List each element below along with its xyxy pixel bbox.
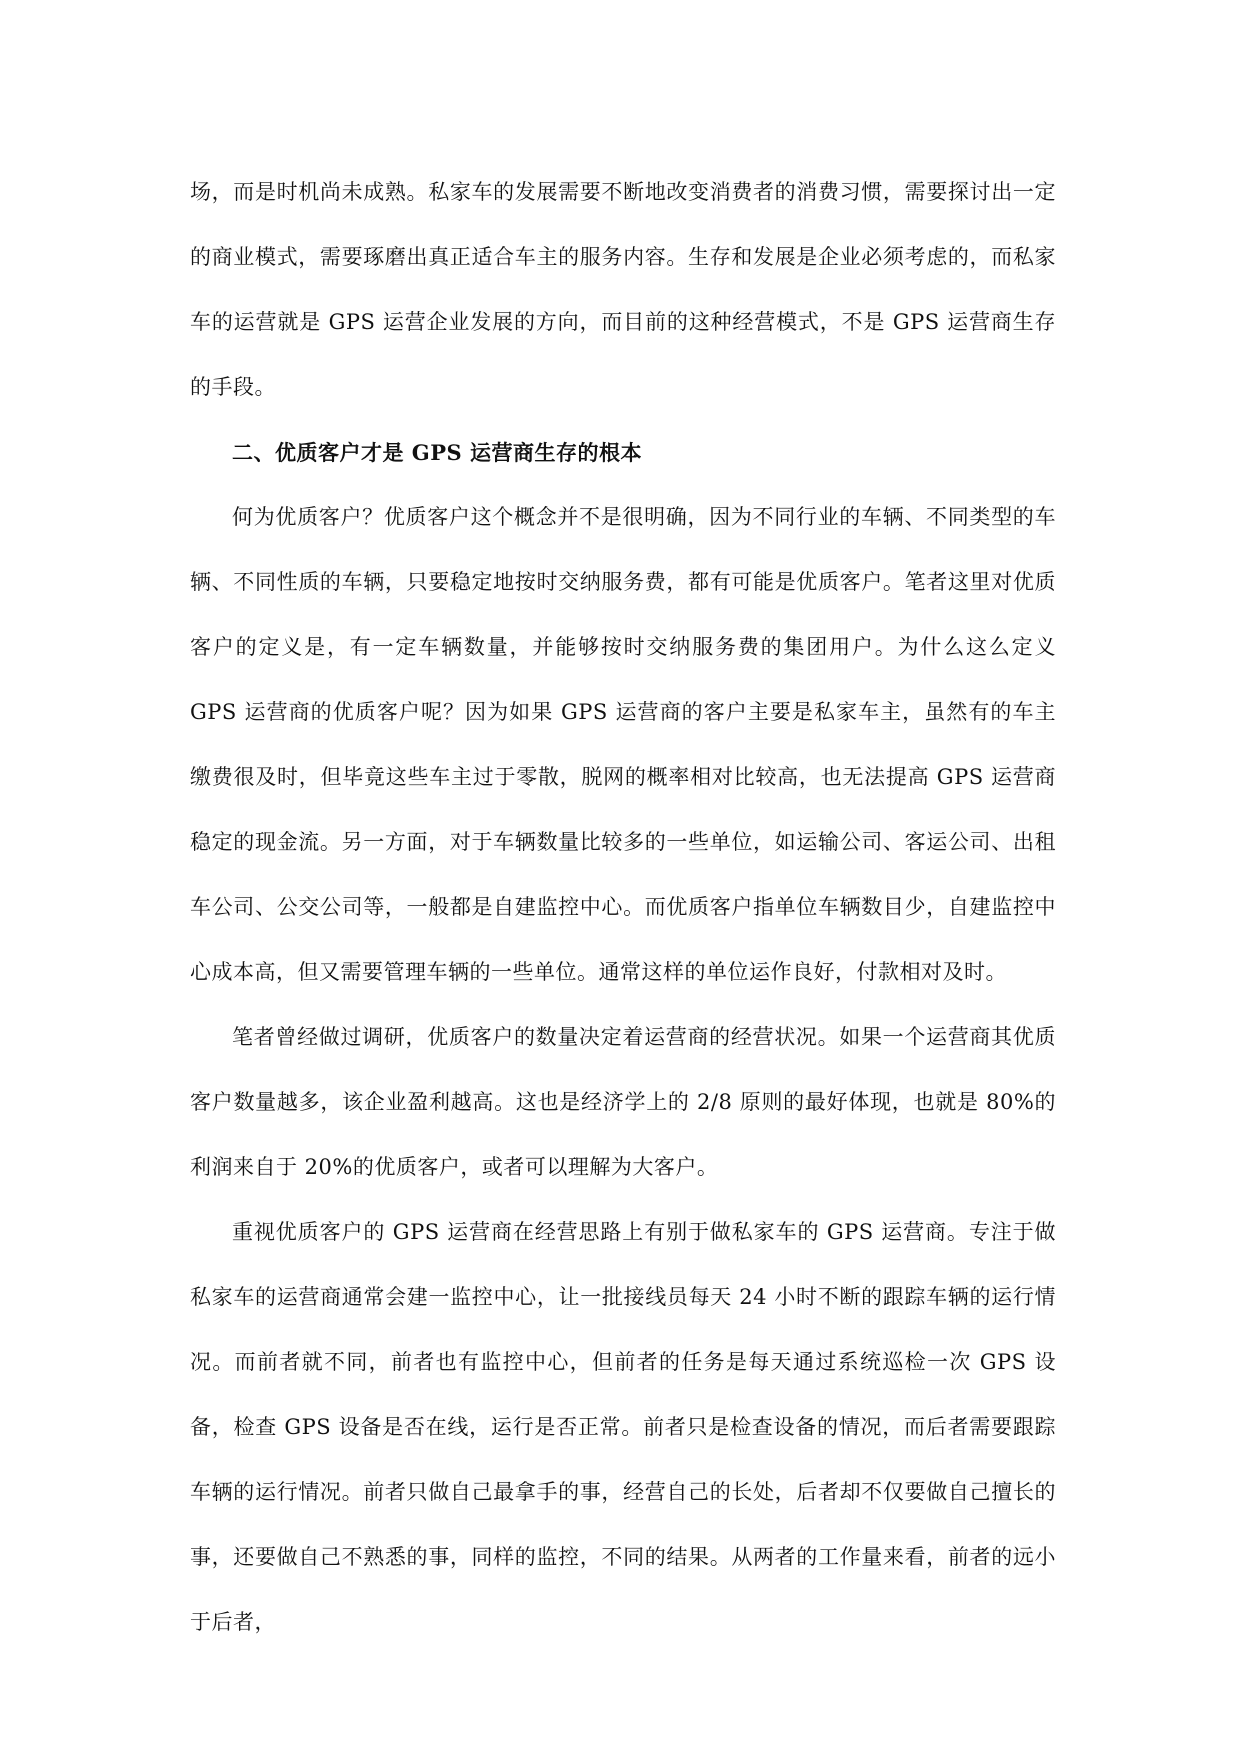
paragraph-quality-customer-definition: 何为优质客户？优质客户这个概念并不是很明确，因为不同行业的车辆、不同类型的车辆、不同性质的车辆，只要稳定地按时交纳服务费，都有可能是优质客户。笔者这里对优质客户的定义是，有一定车辆数量，并能够按时交纳服务费的集团用户。为什么这么定义 GPS 运营商的优质客户呢？因为如果 GPS 运营商的客户主要是私家车主，虽然有的车主缴费很及时，但毕竟这些车主过于零散，脱网的概率相对比较高，也无法提高 GPS 运营商稳定的现金流。另一方面，对于车辆数量比较多的一些单位，如运输公司、客运公司、出租车公司、公交公司等，一般都是自建监控中心。而优质客户指单位车辆数目少，自建监控中心成本高，但又需要管理车辆的一些单位。通常这样的单位运作良好，付款相对及时。	[190, 505, 1056, 984]
section-heading: 二、优质客户才是 GPS 运营商生存的根本	[232, 440, 643, 465]
paragraph-research: 笔者曾经做过调研，优质客户的数量决定着运营商的经营状况。如果一个运营商其优质客户数量越多，该企业盈利越高。这也是经济学上的 2/8 原则的最好体现，也就是 80%的利润来自于 20%的优质客户，或者可以理解为大客户。	[190, 1025, 1056, 1179]
paragraph-continuation: 场，而是时机尚未成熟。私家车的发展需要不断地改变消费者的消费习惯，需要探讨出一定的商业模式，需要琢磨出真正适合车主的服务内容。生存和发展是企业必须考虑的，而私家车的运营就是 GPS 运营企业发展的方向，而目前的这种经营模式，不是 GPS 运营商生存的手段。	[190, 180, 1056, 399]
paragraph-business-approach: 重视优质客户的 GPS 运营商在经营思路上有别于做私家车的 GPS 运营商。专注于做私家车的运营商通常会建一监控中心，让一批接线员每天 24 小时不断的跟踪车辆的运行情况。而前者就不同，前者也有监控中心，但前者的任务是每天通过系统巡检一次 GPS 设备，检查 GPS 设备是否在线，运行是否正常。前者只是检查设备的情况，而后者需要跟踪车辆的运行情况。前者只做自己最拿手的事，经营自己的长处，后者却不仅要做自己擅长的事，还要做自己不熟悉的事，同样的监控，不同的结果。从两者的工作量来看，前者的远小于后者，	[190, 1220, 1056, 1634]
document-body	[190, 160, 1056, 1655]
